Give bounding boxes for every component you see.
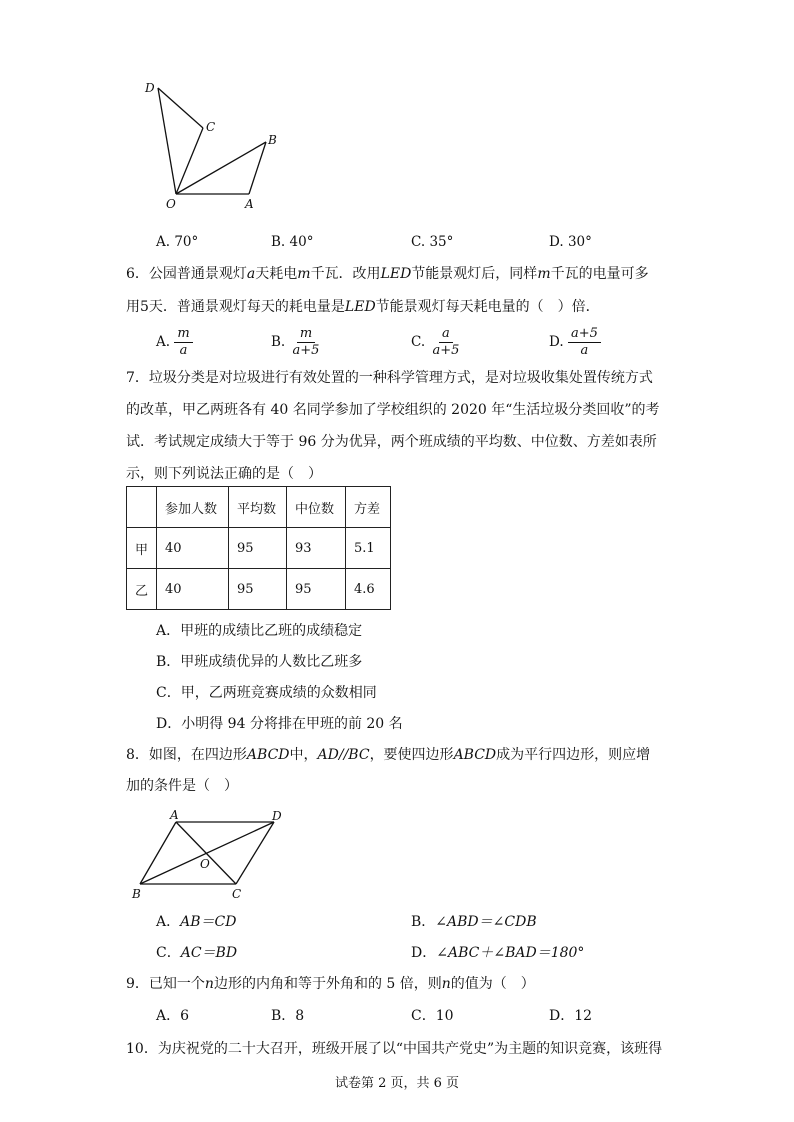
q7-stem-line3: 试．考试规定成绩大于等于 96 分为优异，两个班成绩的平均数、中位数、方差如表所 [126,434,657,450]
point-label-d: D [272,809,282,823]
table-cell: 40 [157,569,229,610]
q8-stem-line2: 加的条件是（ ） [126,778,238,794]
point-label-c: C [206,120,216,134]
q7-stem-line1: 7．垃圾分类是对垃圾进行有效处置的一种科学管理方式，是对垃圾收集处置传统方式 [126,370,653,386]
q8-option-b: B．∠ABD＝∠CDB [411,914,537,930]
table-cell: 4.6 [346,569,391,610]
table-cell: 5.1 [346,528,391,569]
table-cell: 乙 [127,569,157,610]
q9-option-b: B．8 [271,1008,305,1024]
q6-stem-line2: 用5天．普通景观灯每天的耗电量是LED节能景观灯每天耗电量的（ ）倍． [126,299,600,315]
table-header-cell [127,487,157,528]
q8-option-c: C．AC＝BD [156,945,238,961]
table-header-cell: 方差 [346,487,391,528]
point-label-c: C [232,887,242,901]
q7-stem-line4: 示，则下列说法正确的是（ ） [126,466,322,482]
q7-option-a: A．甲班的成绩比乙班的成绩稳定 [156,623,363,639]
q6-option-a: A. $\frac{m}{a}$ [156,326,193,359]
page-footer: 试卷第 2 页，共 6 页 [334,1076,460,1091]
table-cell: 93 [287,528,346,569]
point-label-a: A [170,808,179,822]
table-header-cell: 中位数 [287,487,346,528]
quadrilateral-figure [128,808,290,902]
score-table [126,486,391,610]
table-row [127,569,391,610]
q7-option-b: B．甲班成绩优异的人数比乙班多 [156,654,363,670]
angle-figure [140,74,290,214]
table-cell: 95 [229,528,287,569]
q8-stem-line1: 8．如图，在四边形ABCD中，AD//BC，要使四边形ABCD成为平行四边形，则应增 [126,747,651,763]
q5-option-c: C. 35° [411,234,454,250]
q7-option-c: C．甲，乙两班竞赛成绩的众数相同 [156,685,377,701]
table-header-cell: 参加人数 [157,487,229,528]
q10-stem: 10．为庆祝党的二十大召开，班级开展了以“中国共产党史”为主题的知识竞赛，该班得 [126,1041,663,1057]
point-label-b: B [268,133,277,147]
q6-option-b: B. $\frac{m}{a+5}$ [271,326,320,358]
q9-option-a: A．6 [156,1008,190,1024]
q5-option-b: B. 40° [271,234,314,250]
table-header-row [127,487,391,528]
point-label-b: B [132,887,141,901]
q6-option-d: D. $\frac{a+5}{a}$ [549,326,601,359]
q6-option-c: C. $\frac{a}{a+5}$ [411,326,460,358]
q9-stem: 9．已知一个n边形的内角和等于外角和的 5 倍，则n的值为（ ） [126,976,535,992]
table-row [127,528,391,569]
q5-option-a: A. 70° [156,234,199,250]
q9-option-c: C．10 [411,1008,454,1024]
table-header-cell: 平均数 [229,487,287,528]
q8-option-d: D．∠ABC＋∠BAD＝180° [411,945,585,961]
table-cell: 甲 [127,528,157,569]
q7-option-d: D．小明得 94 分将排在甲班的前 20 名 [156,716,403,732]
point-label-o: O [166,197,176,211]
q7-stem-line2: 的改革，甲乙两班各有 40 名同学参加了学校组织的 2020 年“生活垃圾分类回收”的考 [126,402,660,418]
table-cell: 40 [157,528,229,569]
q8-option-a: A．AB＝CD [156,914,237,930]
q6-stem-line1: 6．公园普通景观灯a天耗电m千瓦．改用LED节能景观灯后，同样m千瓦的电量可多 [126,266,649,282]
point-label-a: A [245,197,254,211]
q5-option-d: D. 30° [549,234,592,250]
point-label-d: D [145,81,155,95]
table-cell: 95 [287,569,346,610]
table-cell: 95 [229,569,287,610]
q9-option-d: D．12 [549,1008,593,1024]
point-label-o: O [200,857,210,871]
